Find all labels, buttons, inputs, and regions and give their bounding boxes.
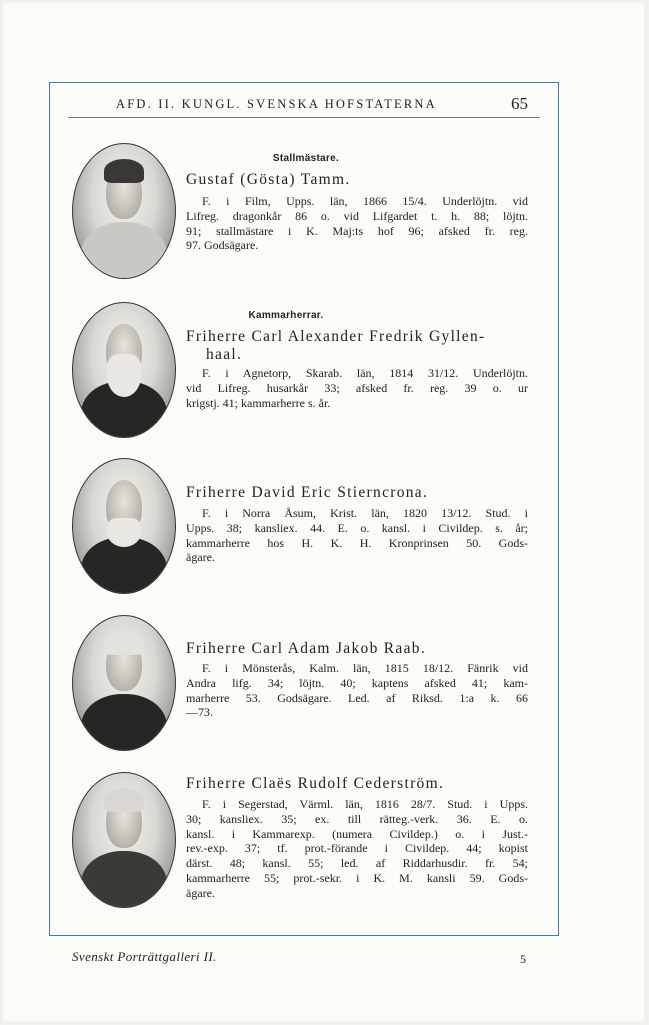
bio-line: krigstj. 41; kammarherre s. år. (186, 395, 331, 410)
bio-line: Lifreg. dragonkår 86 o. vid Lifgardet t. h. 88; löjtn. (186, 208, 528, 223)
biography (186, 506, 528, 565)
bio-line: 30; kansliex. 35; ex. till rätteg.-verk. 36. E. o. (186, 811, 528, 826)
page-number: 65 (511, 94, 528, 113)
portrait-cederstrom (72, 772, 176, 908)
bio-line: kammarherre hos H. K. H. Kronprinsen 50. Gods- (186, 535, 528, 550)
bio-line: ägare. (186, 885, 215, 900)
bio-line: —73. (186, 705, 213, 720)
bio-line: F. i Norra Åsum, Krist. län, 1820 13/12. Stud. i (202, 506, 528, 520)
header-title: AFD. II. KUNGL. SVENSKA HOFSTATERNA (116, 97, 437, 111)
portrait-stierncrona (72, 458, 176, 594)
bio-line: Andra lifg. 34; löjtn. 40; kaptens afsked 41; kam- (186, 675, 528, 690)
person-name: Friherre Claës Rudolf Cederström. (186, 775, 445, 792)
bio-line: marherre 53. Godsägare. Led. af Riksd. 1:a k. 66 (186, 690, 528, 705)
portrait-tamm (72, 143, 176, 279)
bio-line: därst. 48; kansl. 55; led. af Riddarhusdir. fr. 54; (186, 856, 528, 871)
bio-line: 97. Godsägare. (186, 238, 259, 253)
bio-line: F. i Segerstad, Värml. län, 1816 28/7. Stud. i Upps. (202, 797, 528, 811)
bio-line: ägare. (186, 550, 215, 565)
bio-line: F. i Film, Upps. län, 1866 15/4. Underlöjtn. vid (202, 194, 528, 208)
biography (186, 194, 528, 253)
name-line: Friherre Carl Alexander Fredrik Gyllen- (186, 328, 486, 345)
name-line: haal. (206, 346, 243, 363)
section-heading: Stallmästare. (272, 153, 340, 164)
footer-publication: Svenskt Porträttgalleri II. (72, 949, 217, 964)
portrait-gyllenhaal (72, 302, 176, 438)
bio-line: rev.-exp. 37; tf. prot.-förande i Civildep. 44; kopist (186, 841, 528, 856)
bio-line: kansl. i Kammarexp. (numera Civildep.) o. i Just.- (186, 826, 528, 841)
person-name: Gustaf (Gösta) Tamm. (186, 171, 351, 188)
bio-line: F. i Agnetorp, Skarab. län, 1814 31/12. Underlöjtn. (202, 366, 528, 380)
person-name (186, 328, 528, 364)
portrait-raab (72, 615, 176, 751)
person-name: Friherre Carl Adam Jakob Raab. (186, 640, 427, 657)
running-header (68, 95, 540, 118)
biography (186, 366, 528, 410)
person-name: Friherre David Eric Stierncrona. (186, 484, 429, 501)
footer-signature: 5 (520, 952, 526, 966)
biography (186, 661, 528, 720)
section-heading: Kammarherrar. (248, 310, 324, 321)
biography (186, 797, 528, 901)
bio-line: kammarherre 55; prot.-sekr. i K. M. kansli 59. Gods- (186, 870, 528, 885)
bio-line: vid Lifreg. husarkår 33; afsked fr. reg. 39 o. ur (186, 380, 528, 395)
bio-line: 91; stallmästare i K. Maj:ts hof 96; afsked fr. reg. (186, 223, 528, 238)
bio-line: F. i Mönsterås, Kalm. län, 1815 18/12. Fänrik vid (202, 661, 528, 675)
bio-line: Upps. 38; kansliex. 44. E. o. kansl. i Civildep. s. år; (186, 520, 528, 535)
